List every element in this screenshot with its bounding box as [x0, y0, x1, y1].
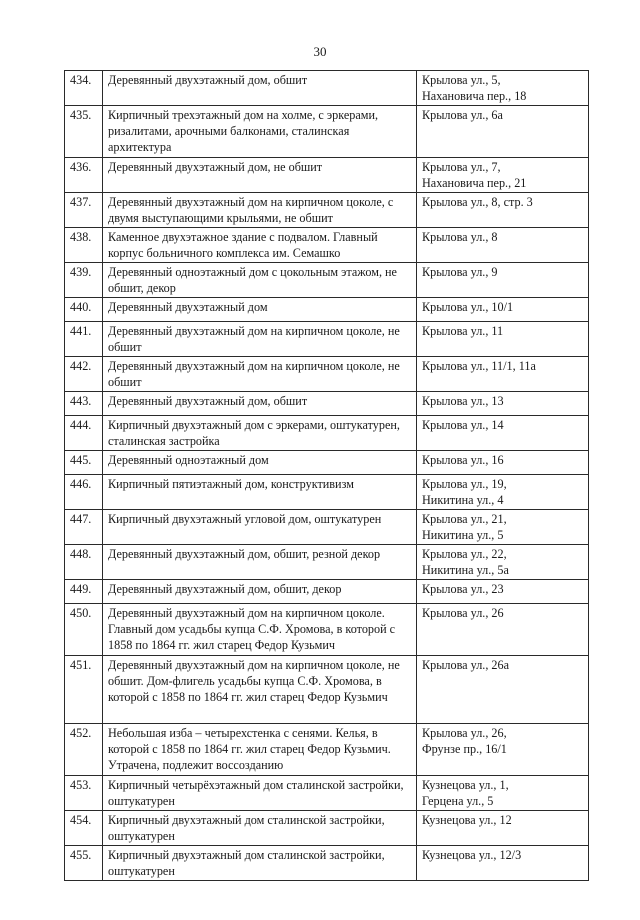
building-address: [417, 604, 589, 656]
address-line: Крылова ул., 22,: [422, 547, 507, 561]
building-address: [417, 724, 589, 776]
building-address: [417, 158, 589, 193]
table-row: [65, 510, 589, 545]
building-address: [417, 106, 589, 158]
building-address: [417, 510, 589, 545]
row-number: 449.: [65, 580, 103, 604]
building-description: Деревянный двухэтажный дом на кирпичном цоколе, не обшит. Дом-флигель усадьбы купца С.Ф. Хромова, в которой с 1858 по 1864 гг. жил старец Федор Кузьмич: [103, 656, 417, 724]
address-line: Крылова ул., 26,: [422, 726, 507, 740]
row-number: 452.: [65, 724, 103, 776]
building-description: Деревянный одноэтажный дом с цокольным этажом, не обшит, декор: [103, 263, 417, 298]
address-line: Крылова ул., 5,: [422, 73, 501, 87]
row-number: 438.: [65, 228, 103, 263]
row-number: 441.: [65, 322, 103, 357]
address-line: Никитина ул., 5а: [422, 563, 509, 577]
row-number: 446.: [65, 475, 103, 510]
building-description: Деревянный одноэтажный дом: [103, 451, 417, 475]
registry-table: [64, 70, 589, 881]
row-number: 442.: [65, 357, 103, 392]
row-number: 454.: [65, 811, 103, 846]
building-description: Небольшая изба – четырехстенка с сенями. Келья, в которой с 1858 по 1864 гг. жил старец Федор Кузьмич. Утрачена, подлежит воссозданию: [103, 724, 417, 776]
building-address: [417, 776, 589, 811]
address-line: Никитина ул., 5: [422, 528, 504, 542]
building-description: Деревянный двухэтажный дом, не обшит: [103, 158, 417, 193]
address-line: Крылова ул., 6а: [422, 108, 503, 122]
address-line: Фрунзе пр., 16/1: [422, 742, 507, 756]
row-number: 445.: [65, 451, 103, 475]
table-row: [65, 724, 589, 776]
building-address: [417, 416, 589, 451]
address-line: Никитина ул., 4: [422, 493, 504, 507]
table-row: [65, 392, 589, 416]
address-line: Крылова ул., 11/1, 11а: [422, 359, 536, 373]
row-number: 435.: [65, 106, 103, 158]
table-row: [65, 846, 589, 881]
table-row: [65, 106, 589, 158]
table-row: [65, 580, 589, 604]
row-number: 448.: [65, 545, 103, 580]
address-line: Крылова ул., 16: [422, 453, 504, 467]
address-line: Крылова ул., 13: [422, 394, 504, 408]
building-address: [417, 846, 589, 881]
building-description: Каменное двухэтажное здание с подвалом. Главный корпус больничного комплекса им. Семашко: [103, 228, 417, 263]
table-row: [65, 656, 589, 724]
table-row: [65, 811, 589, 846]
building-description: Кирпичный пятиэтажный дом, конструктивизм: [103, 475, 417, 510]
address-line: Кузнецова ул., 12/3: [422, 848, 522, 862]
address-line: Крылова ул., 23: [422, 582, 504, 596]
building-description: Деревянный двухэтажный дом на кирпичном цоколе, с двумя выступающими крыльями, не обшит: [103, 193, 417, 228]
building-description: Кирпичный двухэтажный дом с эркерами, оштукатурен, сталинская застройка: [103, 416, 417, 451]
address-line: Крылова ул., 26а: [422, 658, 510, 672]
table-row: [65, 776, 589, 811]
address-line: Крылова ул., 26: [422, 606, 504, 620]
row-number: 443.: [65, 392, 103, 416]
building-description: Деревянный двухэтажный дом, обшит: [103, 392, 417, 416]
address-line: Нахановича пер., 18: [422, 89, 527, 103]
address-line: Крылова ул., 19,: [422, 477, 507, 491]
building-description: Деревянный двухэтажный дом: [103, 298, 417, 322]
building-address: [417, 263, 589, 298]
building-address: [417, 475, 589, 510]
building-description: Кирпичный четырёхэтажный дом сталинской застройки, оштукатурен: [103, 776, 417, 811]
address-line: Крылова ул., 11: [422, 324, 504, 338]
registry-table-body: [65, 71, 589, 881]
address-line: Кузнецова ул., 1,: [422, 778, 509, 792]
building-description: Деревянный двухэтажный дом на кирпичном цоколе, не обшит: [103, 322, 417, 357]
building-description: Деревянный двухэтажный дом, обшит, резной декор: [103, 545, 417, 580]
building-address: [417, 451, 589, 475]
row-number: 453.: [65, 776, 103, 811]
building-address: [417, 71, 589, 106]
table-row: [65, 357, 589, 392]
row-number: 444.: [65, 416, 103, 451]
building-address: [417, 545, 589, 580]
row-number: 455.: [65, 846, 103, 881]
table-row: [65, 604, 589, 656]
address-line: Крылова ул., 7,: [422, 160, 501, 174]
table-row: [65, 451, 589, 475]
table-row: [65, 263, 589, 298]
address-line: Крылова ул., 14: [422, 418, 504, 432]
building-address: [417, 322, 589, 357]
table-row: [65, 193, 589, 228]
building-description: Кирпичный трехэтажный дом на холме, с эркерами, ризалитами, арочными балконами, сталинская архитектура: [103, 106, 417, 158]
building-address: [417, 580, 589, 604]
table-row: [65, 322, 589, 357]
building-description: Кирпичный двухэтажный дом сталинской застройки, оштукатурен: [103, 811, 417, 846]
address-line: Нахановича пер., 21: [422, 176, 527, 190]
building-description: Деревянный двухэтажный дом на кирпичном цоколе. Главный дом усадьбы купца С.Ф. Хромова, в которой с 1858 по 1864 гг. жил старец Федор Кузьмич: [103, 604, 417, 656]
row-number: 440.: [65, 298, 103, 322]
row-number: 434.: [65, 71, 103, 106]
address-line: Крылова ул., 21,: [422, 512, 507, 526]
address-line: Кузнецова ул., 12: [422, 813, 512, 827]
address-line: Крылова ул., 8, стр. 3: [422, 195, 533, 209]
table-row: [65, 71, 589, 106]
table-row: [65, 298, 589, 322]
table-row: [65, 416, 589, 451]
address-line: Крылова ул., 9: [422, 265, 498, 279]
building-address: [417, 193, 589, 228]
row-number: 437.: [65, 193, 103, 228]
building-address: [417, 811, 589, 846]
row-number: 447.: [65, 510, 103, 545]
building-description: Кирпичный двухэтажный угловой дом, оштукатурен: [103, 510, 417, 545]
building-address: [417, 357, 589, 392]
address-line: Герцена ул., 5: [422, 794, 494, 808]
page-number: 30: [313, 44, 327, 59]
building-description: Кирпичный двухэтажный дом сталинской застройки, оштукатурен: [103, 846, 417, 881]
building-address: [417, 392, 589, 416]
row-number: 436.: [65, 158, 103, 193]
row-number: 451.: [65, 656, 103, 724]
building-description: Деревянный двухэтажный дом на кирпичном цоколе, не обшит: [103, 357, 417, 392]
building-address: [417, 656, 589, 724]
table-row: [65, 475, 589, 510]
table-row: [65, 228, 589, 263]
building-description: Деревянный двухэтажный дом, обшит, декор: [103, 580, 417, 604]
table-row: [65, 545, 589, 580]
address-line: Крылова ул., 10/1: [422, 300, 514, 314]
address-line: Крылова ул., 8: [422, 230, 498, 244]
building-address: [417, 298, 589, 322]
building-address: [417, 228, 589, 263]
building-description: Деревянный двухэтажный дом, обшит: [103, 71, 417, 106]
row-number: 439.: [65, 263, 103, 298]
table-row: [65, 158, 589, 193]
row-number: 450.: [65, 604, 103, 656]
